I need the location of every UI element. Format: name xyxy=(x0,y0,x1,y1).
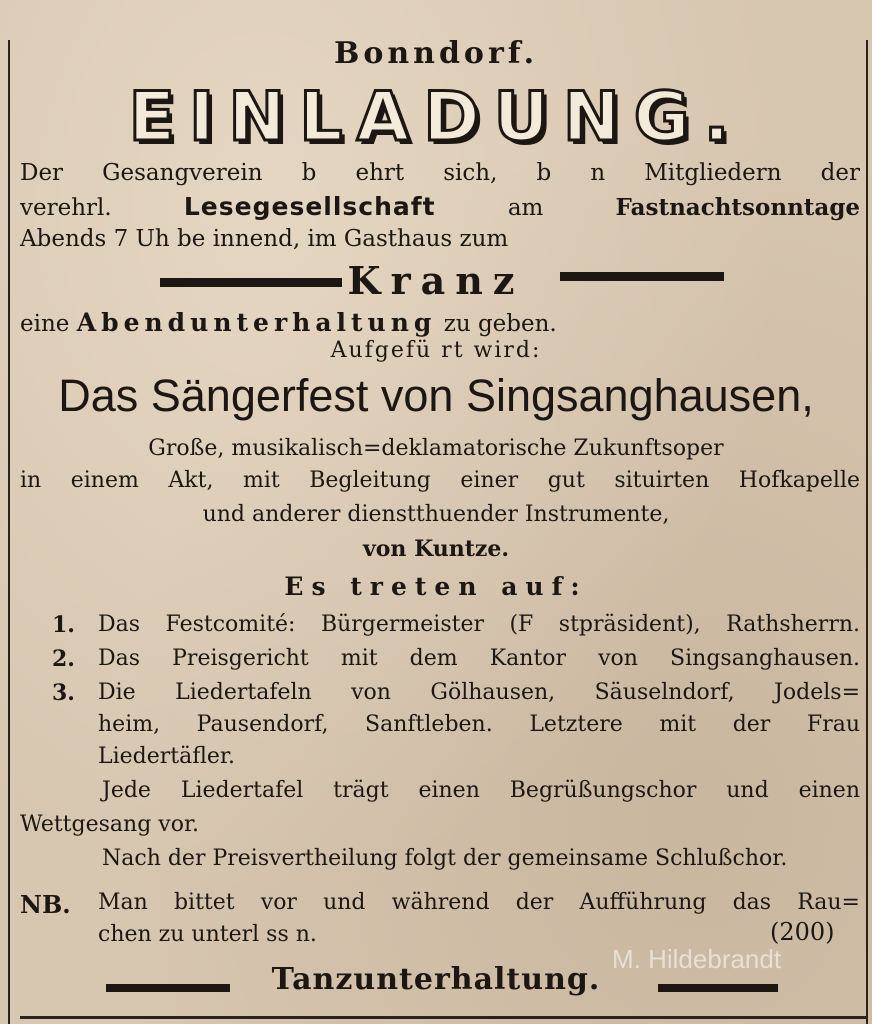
cast-item-1: Das Festcomité: Bürgermeister (F stpräsident), Rathsherrn. xyxy=(98,612,860,637)
intro-line-3: Abends 7 Uh be innend, im Gasthaus zum xyxy=(20,226,509,252)
column-rule-left xyxy=(8,40,10,1024)
cast-item-3: Die Liedertafeln von Gölhausen, Säuselndorf, Jodels= xyxy=(98,680,860,705)
cast-item-2: Das Preisgericht mit dem Kantor von Singsanghausen. xyxy=(98,646,860,671)
event-type: Abendunterhaltung xyxy=(76,308,437,337)
intro-line-2 xyxy=(20,192,860,221)
event-day: Fastnachtsonntage xyxy=(615,194,861,221)
cast-heading: Es treten auf: xyxy=(284,572,588,601)
intro-line-2-c: am xyxy=(507,195,544,221)
decorative-bar-right xyxy=(560,272,724,281)
footer-bar-right xyxy=(658,984,778,992)
society-name: Lesegesellschaft xyxy=(183,192,436,221)
description-line-2: in einem Akt, mit Begleitung einer gut situirten Hofkapelle xyxy=(20,468,860,493)
nb-line-2: chen zu unterl ss n. xyxy=(98,922,317,947)
footer-dance: Tanzunterhaltung. xyxy=(271,962,601,997)
paragraph-1-line-2: Wettgesang vor. xyxy=(20,812,200,837)
intro-line-2-a: verehrl. xyxy=(20,195,112,221)
heading-einladung: EINLADUNG. xyxy=(128,78,744,157)
line4-c: zu geben. xyxy=(443,311,557,337)
cast-number-3: 3. xyxy=(52,680,75,706)
play-title: Das Sängerfest von Singsanghausen, xyxy=(58,370,814,421)
author: von Kuntze. xyxy=(362,536,510,562)
bottom-rule xyxy=(20,1016,866,1019)
cast-item-3-cont-1: heim, Pausendorf, Sanftleben. Letztere mit der Frau xyxy=(98,712,860,737)
reference-number: (200) xyxy=(770,918,835,946)
line4-a: eine xyxy=(20,311,70,337)
column-rule-right xyxy=(866,40,868,1024)
performed-label: Aufgefü rt wird: xyxy=(330,338,542,363)
cast-number-2: 2. xyxy=(52,646,75,672)
paragraph-2: Nach der Preisvertheilung folgt der gemeinsame Schlußchor. xyxy=(102,846,788,871)
watermark: M. Hildebrandt xyxy=(612,944,782,974)
intro-line-1: Der Gesangverein b ehrt sich, b n Mitgliedern der xyxy=(20,160,860,186)
description-line-3: und anderer dienstthuender Instrumente, xyxy=(202,502,670,527)
cast-item-3-cont-2: Liedertäfler. xyxy=(98,744,236,769)
cast-number-1: 1. xyxy=(52,612,75,638)
paragraph-1-line-1: Jede Liedertafel trägt einen Begrüßungschor und einen xyxy=(102,778,860,803)
venue-name: Kranz xyxy=(347,258,525,303)
nb-label: NB. xyxy=(20,890,71,919)
place-name: Bonndorf. xyxy=(333,36,539,71)
line-abendunterhaltung xyxy=(20,308,557,337)
description-line-1: Große, musikalisch=deklamatorische Zukunftsoper xyxy=(148,436,724,461)
nb-line-1: Man bittet vor und während der Aufführung das Rau= xyxy=(98,890,860,915)
